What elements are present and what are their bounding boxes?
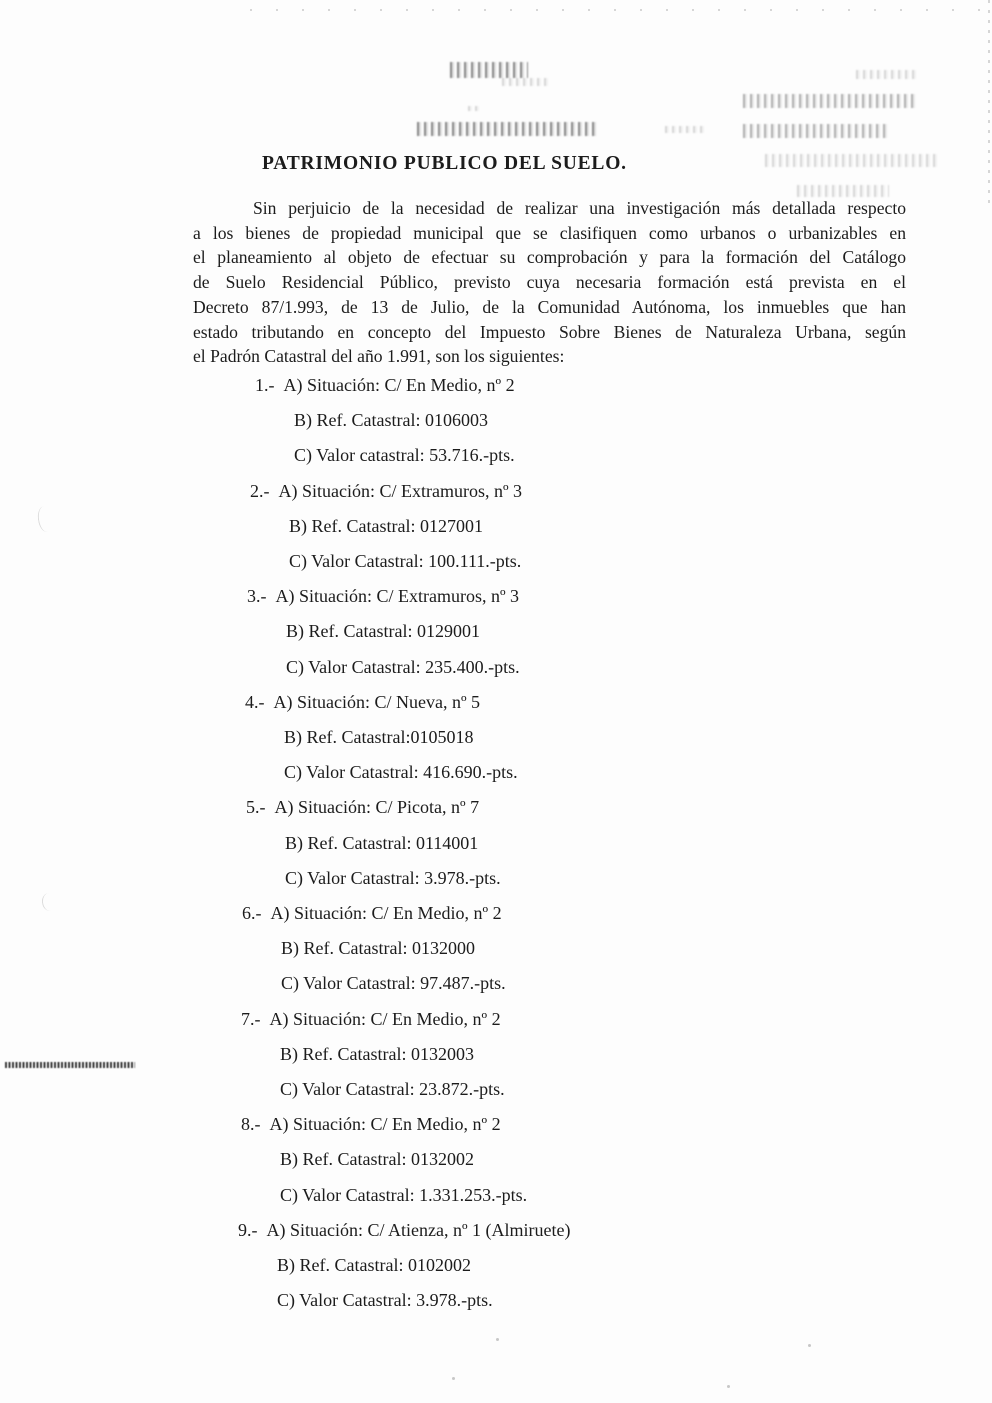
margin-stamp xyxy=(5,1062,135,1068)
scan-smudge xyxy=(665,126,705,133)
paragraph-line: Sin perjuicio de la necesidad de realizar una investigación más detallada respecto xyxy=(253,198,906,218)
intro-paragraph xyxy=(193,196,906,369)
situacion-text: A) Situación: C/ Extramuros, nº 3 xyxy=(275,586,520,607)
property-item xyxy=(241,1107,798,1213)
scan-speck xyxy=(452,1377,455,1380)
paragraph-line: el planeamiento al objeto de efectuar su comprobación y para la formación del Catálogo xyxy=(193,247,906,268)
scan-smudge xyxy=(502,78,548,86)
scan-bleedthrough xyxy=(765,154,937,167)
situacion-text: A) Situación: C/ En Medio, nº 2 xyxy=(270,903,502,924)
situacion-text: A) Situación: C/ Picota, nº 7 xyxy=(274,797,480,818)
situacion-text: A) Situación: C/ En Medio, nº 2 xyxy=(283,375,515,395)
item-valor-catastral: C) Valor Catastral: 1.331.253.-pts. xyxy=(280,1184,528,1205)
item-valor-catastral: C) Valor Catastral: 416.690.-pts. xyxy=(284,762,518,783)
property-item xyxy=(245,685,798,791)
paragraph-line: de Suelo Residencial Público, previsto cuya necesaria formación está prevista en el xyxy=(193,272,906,293)
item-valor-catastral: C) Valor catastral: 53.716.-pts. xyxy=(294,445,515,466)
scan-smudge xyxy=(417,122,599,136)
property-item xyxy=(246,790,798,896)
item-number: 1.- xyxy=(255,375,275,395)
situacion-text: A) Situación: C/ En Medio, nº 2 xyxy=(269,1008,501,1029)
paragraph-line: estado tributando en concepto del Impuesto Sobre Bienes de Naturaleza Urbana, según xyxy=(193,321,906,342)
scan-mark xyxy=(36,505,54,533)
item-situacion xyxy=(247,579,798,614)
scan-speck xyxy=(808,1344,811,1347)
property-item xyxy=(241,1002,798,1108)
scan-speck xyxy=(727,1385,730,1388)
item-ref-catastral: B) Ref. Catastral:0105018 xyxy=(284,727,474,748)
item-situacion xyxy=(241,1002,798,1037)
scan-speck-row xyxy=(250,9,980,11)
item-number: 5.- xyxy=(246,797,266,818)
situacion-text: A) Situación: C/ En Medio, nº 2 xyxy=(269,1114,501,1135)
item-valor-catastral: C) Valor Catastral: 3.978.-pts. xyxy=(285,867,501,888)
item-situacion xyxy=(241,1107,798,1142)
property-item xyxy=(255,368,798,474)
item-valor-catastral: C) Valor Catastral: 23.872.-pts. xyxy=(280,1079,505,1100)
item-ref-catastral: B) Ref. Catastral: 0132002 xyxy=(280,1149,474,1170)
item-ref-catastral: B) Ref. Catastral: 0114001 xyxy=(285,832,479,853)
item-number: 8.- xyxy=(241,1114,261,1135)
item-ref-catastral: B) Ref. Catastral: 0106003 xyxy=(294,410,488,431)
property-list xyxy=(238,368,798,1318)
property-item xyxy=(250,474,798,580)
situacion-text: A) Situación: C/ Extramuros, nº 3 xyxy=(278,480,523,501)
item-ref-catastral: B) Ref. Catastral: 0129001 xyxy=(286,621,480,642)
scan-smudge xyxy=(450,62,528,78)
item-number: 3.- xyxy=(247,586,267,607)
item-ref-catastral: B) Ref. Catastral: 0132003 xyxy=(280,1043,474,1064)
item-situacion xyxy=(245,685,798,720)
scan-bleedthrough xyxy=(743,94,915,108)
scan-smudge xyxy=(468,106,482,111)
page-title: PATRIMONIO PUBLICO DEL SUELO. xyxy=(262,153,627,174)
situacion-text: A) Situación: C/ Atienza, nº 1 (Almiruete) xyxy=(266,1219,571,1240)
item-valor-catastral: C) Valor Catastral: 100.111.-pts. xyxy=(289,551,522,572)
item-number: 9.- xyxy=(238,1219,258,1240)
item-ref-catastral: B) Ref. Catastral: 0102002 xyxy=(277,1255,471,1276)
situacion-text: A) Situación: C/ Nueva, nº 5 xyxy=(273,691,481,712)
item-valor-catastral: C) Valor Catastral: 3.978.-pts. xyxy=(277,1290,493,1311)
property-item xyxy=(238,1213,798,1319)
property-item xyxy=(247,579,798,685)
item-number: 6.- xyxy=(242,903,262,924)
scan-speck xyxy=(496,1338,499,1341)
item-ref-catastral: B) Ref. Catastral: 0127001 xyxy=(289,515,483,536)
scan-bleedthrough xyxy=(856,70,916,79)
item-valor-catastral: C) Valor Catastral: 97.487.-pts. xyxy=(281,973,506,994)
item-situacion xyxy=(255,368,798,403)
item-ref-catastral: B) Ref. Catastral: 0132000 xyxy=(281,938,475,959)
scan-bleedthrough xyxy=(743,124,888,138)
item-situacion xyxy=(246,790,798,825)
item-number: 2.- xyxy=(250,480,270,501)
scan-edge-dots xyxy=(988,0,990,210)
property-item xyxy=(242,896,798,1002)
item-situacion xyxy=(250,474,798,509)
item-situacion xyxy=(238,1213,798,1248)
item-number: 7.- xyxy=(241,1008,261,1029)
paragraph-line: el Padrón Catastral del año 1.991, son los siguientes: xyxy=(193,346,565,367)
paragraph-line: Decreto 87/1.993, de 13 de Julio, de la Comunidad Autónoma, los inmuebles que han xyxy=(193,296,906,317)
scan-mark xyxy=(41,892,58,912)
item-valor-catastral: C) Valor Catastral: 235.400.-pts. xyxy=(286,656,520,677)
item-number: 4.- xyxy=(245,691,265,712)
paragraph-line: a los bienes de propiedad municipal que se clasifiquen como urbanos o urbanizables en xyxy=(193,222,906,243)
item-situacion xyxy=(242,896,798,931)
